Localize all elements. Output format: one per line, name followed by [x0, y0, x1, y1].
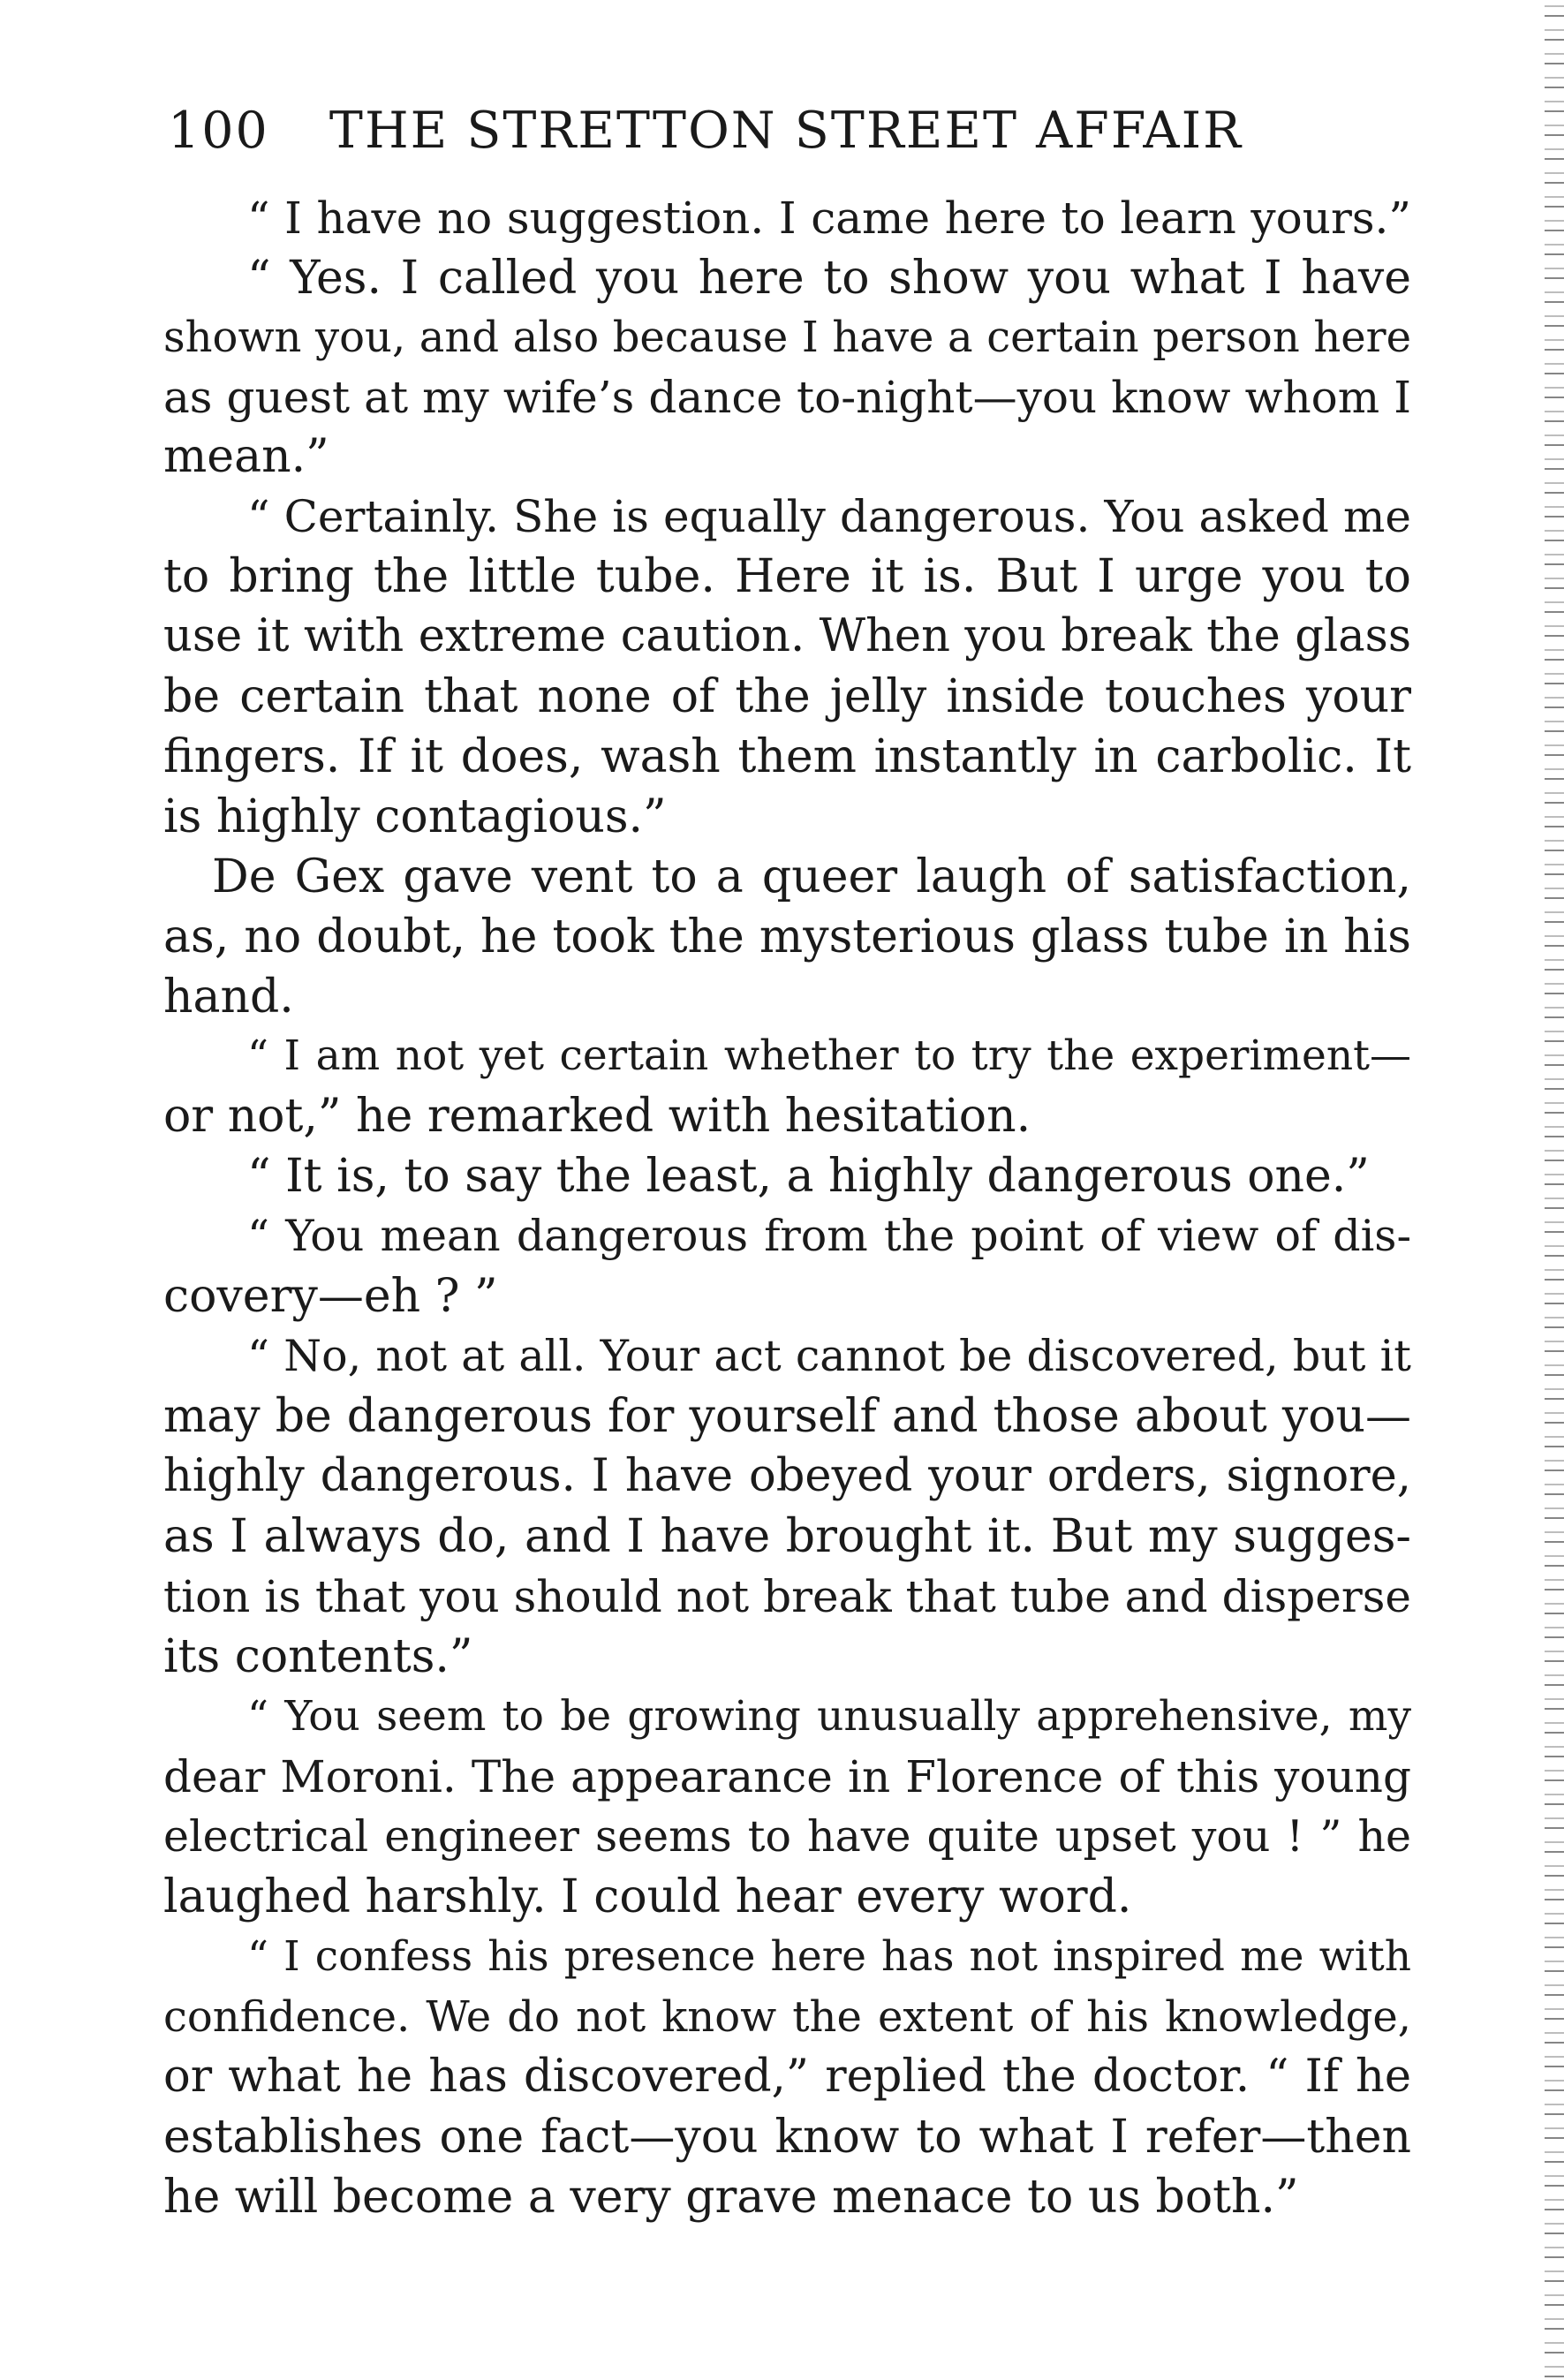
text-line: he will become a very grave menace to us both.”	[163, 2171, 1299, 2224]
text-line: covery—eh ? ”	[163, 1270, 498, 1323]
text-line: its contents.”	[163, 1630, 473, 1683]
text-line: mean.”	[163, 430, 329, 483]
text-line: as I always do, and I have brought it. But my sugges-	[163, 1510, 1411, 1563]
text-line: laughed harshly. I could hear every word.	[163, 1870, 1132, 1923]
text-line: “ Yes. I called you here to show you what I have	[247, 252, 1411, 305]
page-number: 100	[168, 102, 269, 160]
running-title: THE STRETTON STREET AFFAIR	[329, 102, 1243, 160]
text-line: “ I confess his presence here has not inspired me with	[247, 1932, 1411, 1981]
text-line: “ It is, to say the least, a highly dangerous one.”	[247, 1150, 1370, 1203]
text-line: “ You mean dangerous from the point of view of dis-	[247, 1211, 1411, 1261]
text-line: tion is that you should not break that tube and disperse	[163, 1571, 1411, 1622]
text-line: highly dangerous. I have obeyed your orders, signore,	[163, 1450, 1411, 1502]
text-line: confidence. We do not know the extent of his knowledge,	[163, 1992, 1411, 2042]
text-line: “ No, not at all. Your act cannot be discovered, but it	[247, 1331, 1411, 1381]
text-line: shown you, and also because I have a certain person here	[163, 313, 1411, 362]
text-line: De Gex gave vent to a queer laugh of satisfaction,	[212, 850, 1411, 903]
text-line: as guest at my wife’s dance to-night—you know whom I	[163, 372, 1411, 423]
text-line: may be dangerous for yourself and those about you—	[163, 1390, 1411, 1443]
text-line: “ Certainly. She is equally dangerous. You asked me	[247, 491, 1411, 542]
text-line: to bring the little tube. Here it is. But I urge you to	[163, 550, 1411, 603]
text-line: as, no doubt, he took the mysterious glass tube in his	[163, 910, 1411, 963]
text-line: fingers. If it does, wash them instantly in carbolic. It	[163, 730, 1411, 783]
text-line: electrical engineer seems to have quite upset you ! ” he	[163, 1811, 1411, 1862]
text-line: or what he has discovered,” replied the doctor. “ If he	[163, 2051, 1411, 2103]
text-line: establishes one fact—you know to what I refer—then	[163, 2111, 1411, 2164]
text-line: use it with extreme caution. When you break the glass	[163, 610, 1411, 662]
text-line: is highly contagious.”	[163, 790, 667, 843]
text-line: “ I have no suggestion. I came here to learn yours.”	[247, 193, 1411, 244]
text-line: be certain that none of the jelly inside touches your	[163, 670, 1411, 723]
text-line: or not,” he remarked with hesitation.	[163, 1090, 1031, 1143]
text-line: “ You seem to be growing unusually apprehensive, my	[247, 1692, 1411, 1741]
text-line: dear Moroni. The appearance in Florence of this young	[163, 1751, 1411, 1802]
text-line: hand.	[163, 971, 294, 1024]
text-line: “ I am not yet certain whether to try the experiment—	[247, 1031, 1411, 1080]
page-edge-scan-artifact	[1545, 0, 1564, 2380]
